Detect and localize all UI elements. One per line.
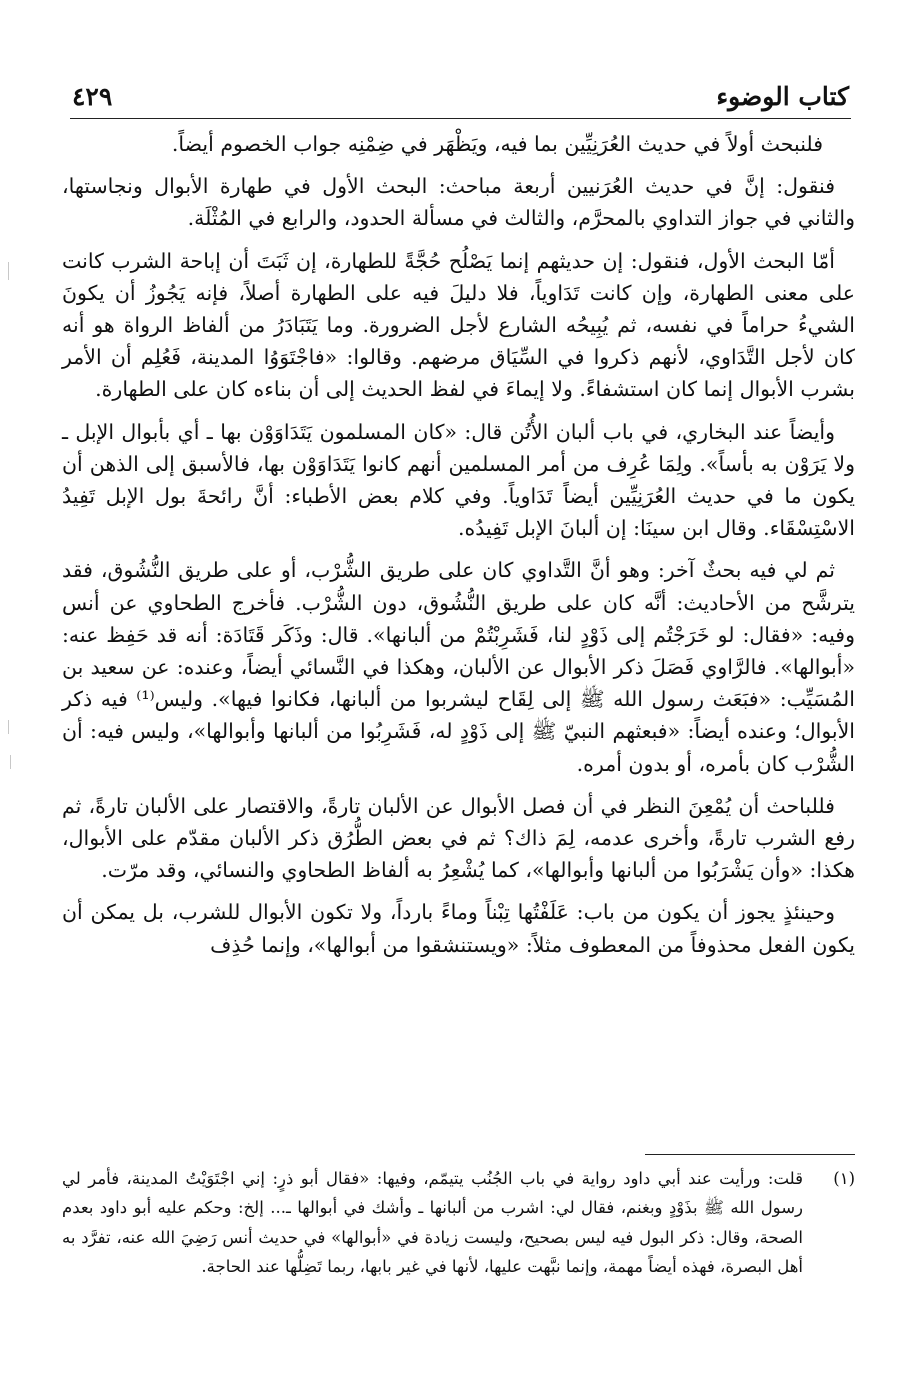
paragraph-6: فللباحث أن يُمْعِنَ النظر في أن فصل الأبوال عن الألبان تارةً، والاقتصار على الألبان تارةً، ثم رفع الشرب تارةً، وأخرى عدمه، لِمَ ذاك؟ ثم في بعض الطُّرُق ذكر الألبان مقدّم على الأبوال، هكذا: «وأن يَشْرَبُوا من ألبانها وأبوالها»، كما يُشْعِرُ به ألفاظ الطحاوي والنسائي، وقد مرّت. bbox=[62, 793, 855, 883]
running-header bbox=[70, 78, 851, 119]
footnote-divider bbox=[645, 1154, 855, 1155]
margin-scan-mark bbox=[8, 720, 9, 734]
footnote-marker: (١) bbox=[833, 1169, 855, 1188]
paragraph-4: وأيضاً عند البخاري، في باب ألبان الأُتُن قال: «كان المسلمون يَتَدَاوَوْن بها ـ أي بأبوال الإبل ـ ولا يَرَوْن به بأساً». ولِمَا عُرِف من أمر المسلمين أنهم كانوا يَتَدَاوَوْن بها، فالأسبق إلى الذهن أن يكون ما في حديث العُرَنِيِّين أيضاً تَدَاوياً. وفي كلام بعض الأطباء: أنَّ رائحةَ بول الإبل تَفِيدُ الاسْتِسْقَاء. وقال ابن سينَا: إن ألبانَ الإبل تَفِيدُه. bbox=[62, 419, 855, 541]
paragraph-1: فلنبحث أولاً في حديث العُرَنِيِّين بما فيه، ويَظْهَر في ضِمْنِه جواب الخصوم أيضاً. bbox=[171, 132, 823, 156]
paragraph-7: وحينئذٍ يجوز أن يكون من باب: عَلَفْتُها تِبْناً وماءً بارداً، ولا تكون الأبوال للشرب، بل يمكن أن يكون الفعل محذوفاً من المعطوف مثلاً: «ويستنشقوا من أبوالها»، وإنما حُذِف bbox=[62, 900, 855, 957]
paragraph-3: أمّا البحث الأول، فنقول: إن حديثهم إنما يَصْلُح حُجَّةً للطهارة، إن ثَبَتَ أن إباحة الشرب كانت على معنى الطهارة، وإن كانت تَدَاوياً، فلا دليلَ فيه على الطهارة أصلاً، فإنه يَجُوزُ أن يكونَ الشيءُ حراماً في نفسه، ثم يُبِيحُه الشارع لأجل الضرورة. وما يَتَبَادَرُ من ألفاظ الرواة هو أنه كان لأجل التَّدَاوي، لأنهم ذكروا في السِّيَاق مرضهم. وقالوا: «فاجْتَوَوُا المدينة، فَعُلِم أن الأمر بشرب الأبوال إنما كان استشفاءً. ولا إيماءَ في لفظ الحديث إلى أن بناءه كان على الطهارة. bbox=[62, 248, 855, 402]
margin-scan-mark bbox=[10, 755, 11, 769]
page-number: ٤٢٩ bbox=[72, 82, 113, 111]
footnote-text: قلت: ورأيت عند أبي داود رواية في باب الجُنُب يتيمّم، وفيها: «فقال أبو ذرٍ: إني اجْتَوَيْتُ المدينة، فأمر لي رسول الله ﷺ بذَوْدٍ وبغنم، فقال لي: اشرب من ألبانها ـ وأشك في أبوالها ـ... إلخ: وحكم عليه أبو داود بعدم الصحة، وقال: ذكر البول فيه ليس بصحيح، وليست زيادة في «أبوالها» في حديث أنس رَضِيَ الله عنه، تفرَّد به أهل البصرة، فهذه أيضاً مهمة، وإنما نبَّهت عليها، لأنها في غير بابها، ربما تَضِلُّها عند الحاجة. bbox=[62, 1169, 803, 1276]
footnote bbox=[62, 1164, 855, 1281]
main-text bbox=[62, 128, 855, 971]
paragraph-5: ثم لي فيه بحثٌ آخر: وهو أنَّ التَّداوي كان على طريق الشُّرْب، أو على طريق النُّشُوق، فقد يترشَّح من الأحاديث: أنَّه كان على طريق النُّشُوق، دون الشُّرْب. فأخرج الطحاوي عن أنس وفيه: «فقال: لو خَرَجْتُم إلى ذَوْدٍ لنا، فَشَرِبْتُمْ من ألبانها». قال: وذَكَر قَتَادَة: أنه قد حَفِظ عنه: «أبوالها». فالرَّاوي فَصَلَ ذكر الأبوال عن الألبان، وهكذا في النَّسائي أيضاً، وعنده: عن سعيد بن المُسَيِّب: «فبَعَث رسول الله ﷺ إلى لِقَاح ليشربوا من ألبانها، فكانوا فيها». وليس⁽¹⁾ فيه ذكر الأبوال؛ وعنده أيضاً: «فبعثهم النبيّ ﷺ إلى ذَوْدٍ له، فَشَرِبُوا من ألبانها وأبوالها»، وليس فيه: أن الشُّرْب كان بأمره، أو بدون أمره. bbox=[62, 558, 855, 776]
margin-scan-mark bbox=[8, 262, 9, 280]
paragraph-2: فنقول: إنَّ في حديث العُرَنيين أربعة مباحث: البحث الأول في طهارة الأبوال ونجاستها، والثاني في جواز التداوي بالمحرَّم، والثالث في مسألة الحدود، والرابع في المُثْلَة. bbox=[62, 174, 855, 231]
chapter-title: كتاب الوضوء bbox=[716, 82, 849, 111]
